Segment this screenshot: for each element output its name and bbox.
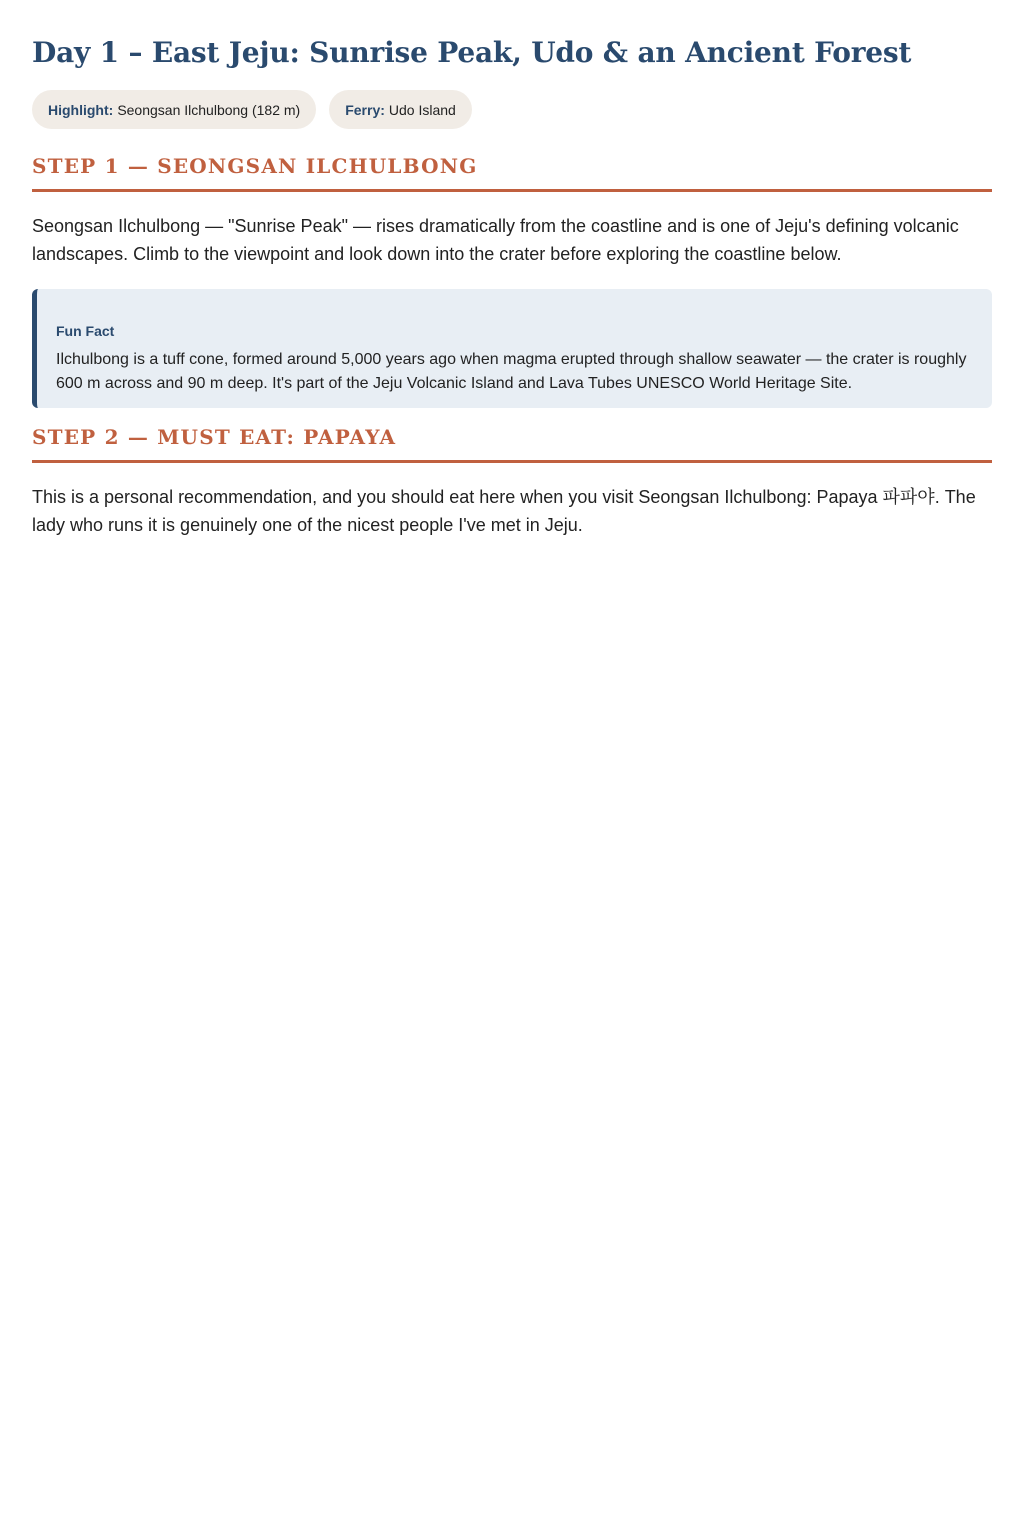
fun-fact-text: Ilchulbong is a tuff cone, formed around 5,000 years ago when magma erupted through shallow seawater — the crater is roughly 600 m across and 90 m deep. It's part of the Jeju Volcanic Island and Lava Tubes UNESCO World Heritage Site. <box>56 351 967 392</box>
highlight-chip-value: Seongsan Ilchulbong (182 m) <box>117 101 301 118</box>
step-2-heading: STEP 2 — MUST EAT: PAPAYA <box>32 424 992 463</box>
fun-fact-callout <box>32 289 992 408</box>
highlight-chip <box>32 90 316 129</box>
fun-fact-title: Fun Fact <box>56 323 115 339</box>
step-1-body: Seongsan Ilchulbong — "Sunrise Peak" — rises dramatically from the coastline and is one of Jeju's defining volcanic landscapes. Climb to the viewpoint and look down into the crater before exploring the coastline below. <box>32 216 959 264</box>
step-2-body: This is a personal recommendation, and you should eat here when you visit Seongsan Ilchulbong: Papaya 파파야. The lady who runs it is genuinely one of the nicest people I've met in Jeju. <box>32 487 976 535</box>
ferry-chip-value: Udo Island <box>388 101 456 118</box>
ferry-chip <box>329 90 472 129</box>
info-chips <box>32 90 992 129</box>
step-1-heading: STEP 1 — SEONGSAN ILCHULBONG <box>32 153 992 192</box>
ferry-chip-label: Ferry: <box>345 101 385 118</box>
highlight-chip-label: Highlight: <box>48 101 114 118</box>
page-title: Day 1 – East Jeju: Sunrise Peak, Udo & an Ancient Forest <box>32 36 912 69</box>
